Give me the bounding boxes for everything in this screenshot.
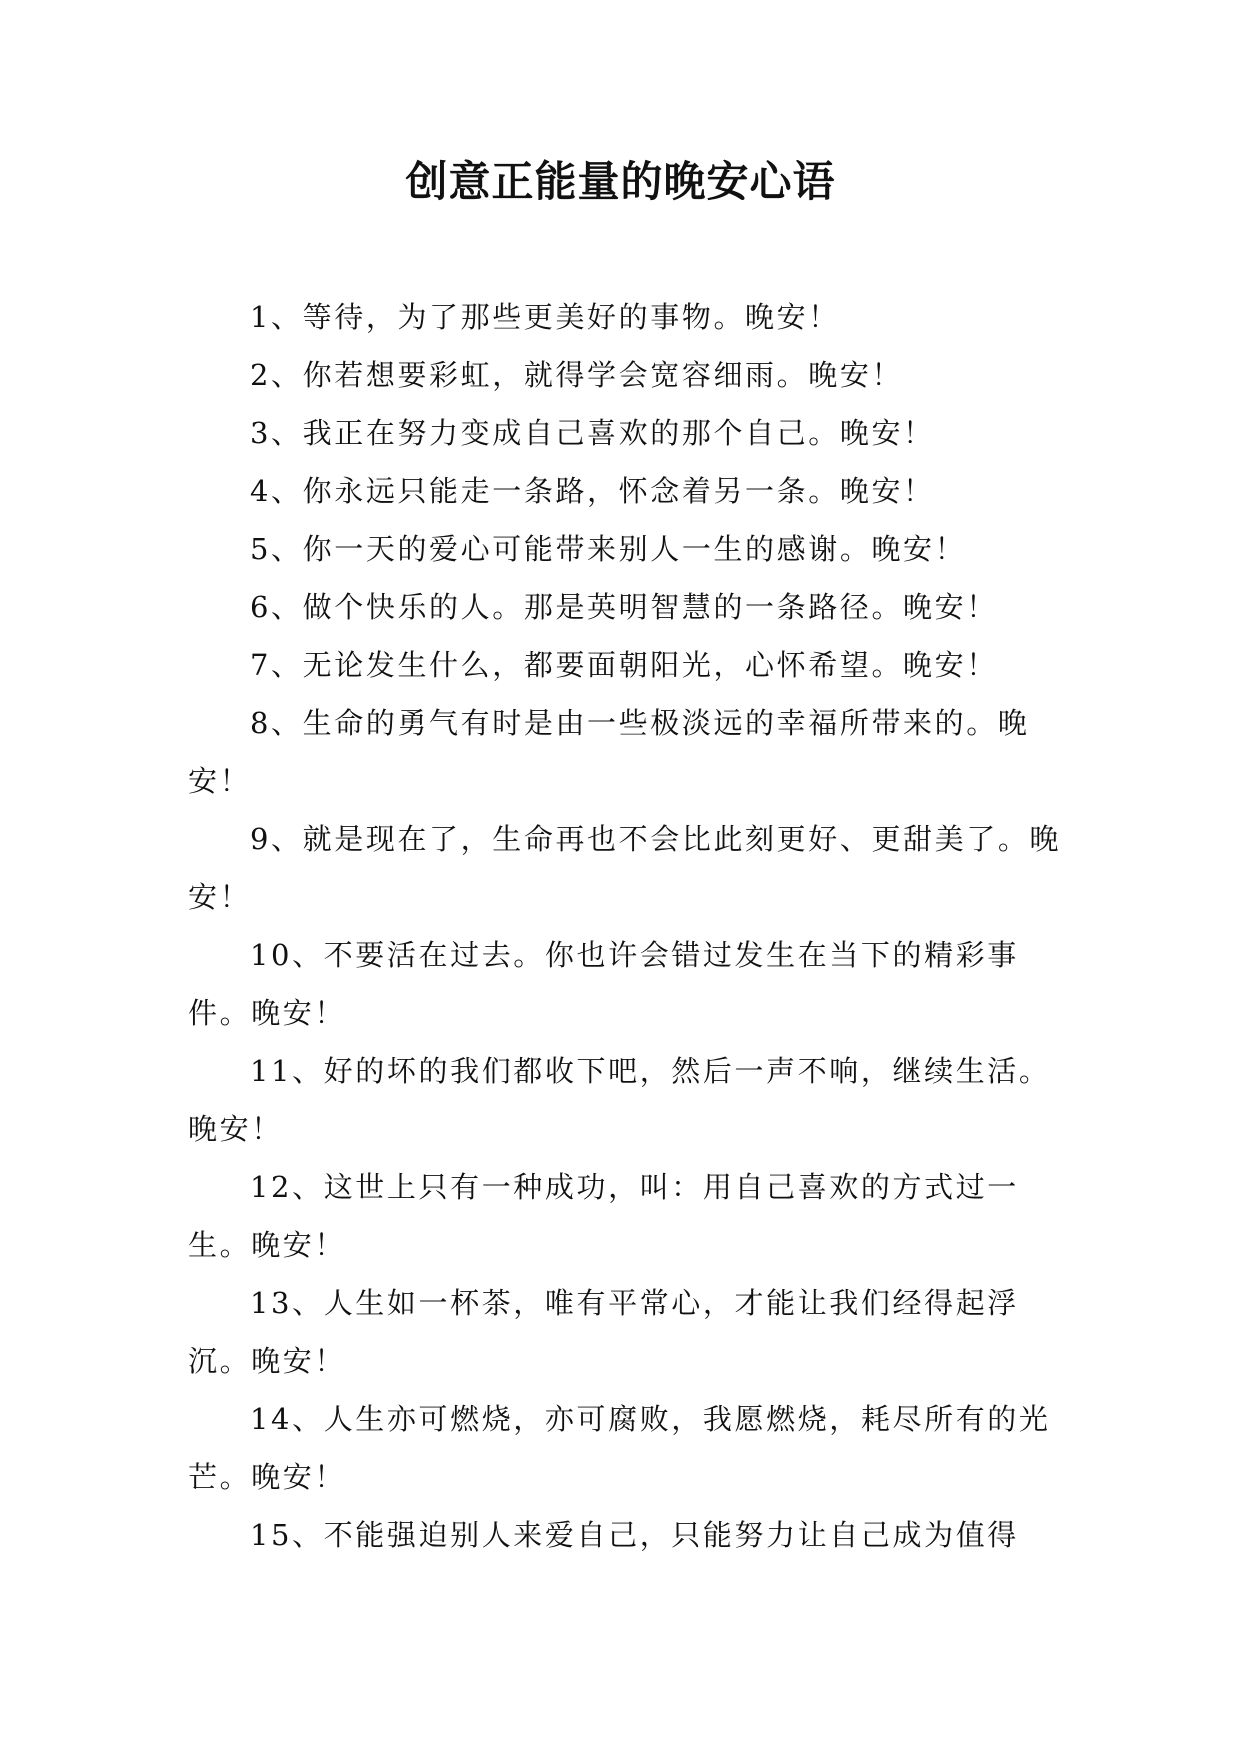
paragraph-11: 11、好的坏的我们都收下吧，然后一声不响，继续生活。晚安！ bbox=[188, 1054, 1051, 1146]
paragraph-3: 3、我正在努力变成自己喜欢的那个自己。晚安！ bbox=[250, 416, 935, 450]
paragraph-7: 7、无论发生什么，都要面朝阳光，心怀希望。晚安！ bbox=[250, 648, 998, 682]
paragraph-12: 12、这世上只有一种成功，叫：用自己喜欢的方式过一生。晚安！ bbox=[188, 1170, 1019, 1262]
paragraph-9: 9、就是现在了，生命再也不会比此刻更好、更甜美了。晚安！ bbox=[188, 822, 1062, 914]
paragraph-1: 1、等待，为了那些更美好的事物。晚安！ bbox=[250, 300, 840, 334]
paragraph-13: 13、人生如一杯茶，唯有平常心，才能让我们经得起浮沉。晚安！ bbox=[188, 1286, 1019, 1378]
document-title: 创意正能量的晚安心语 bbox=[405, 157, 836, 206]
paragraph-8: 8、生命的勇气有时是由一些极淡远的幸福所带来的。晚安！ bbox=[188, 706, 1030, 798]
paragraph-10: 10、不要活在过去。你也许会错过发生在当下的精彩事件。晚安！ bbox=[188, 938, 1019, 1030]
document-body bbox=[188, 288, 1063, 1564]
paragraph-6: 6、做个快乐的人。那是英明智慧的一条路径。晚安！ bbox=[250, 590, 998, 624]
paragraph-5: 5、你一天的爱心可能带来别人一生的感谢。晚安！ bbox=[250, 532, 967, 566]
paragraph-14: 14、人生亦可燃烧，亦可腐败，我愿燃烧，耗尽所有的光芒。晚安！ bbox=[188, 1402, 1051, 1494]
paragraph-15: 15、不能强迫别人来爱自己，只能努力让自己成为值得 bbox=[250, 1518, 1019, 1552]
paragraph-2: 2、你若想要彩虹，就得学会宽容细雨。晚安！ bbox=[250, 358, 904, 392]
paragraph-4: 4、你永远只能走一条路，怀念着另一条。晚安！ bbox=[250, 474, 935, 508]
